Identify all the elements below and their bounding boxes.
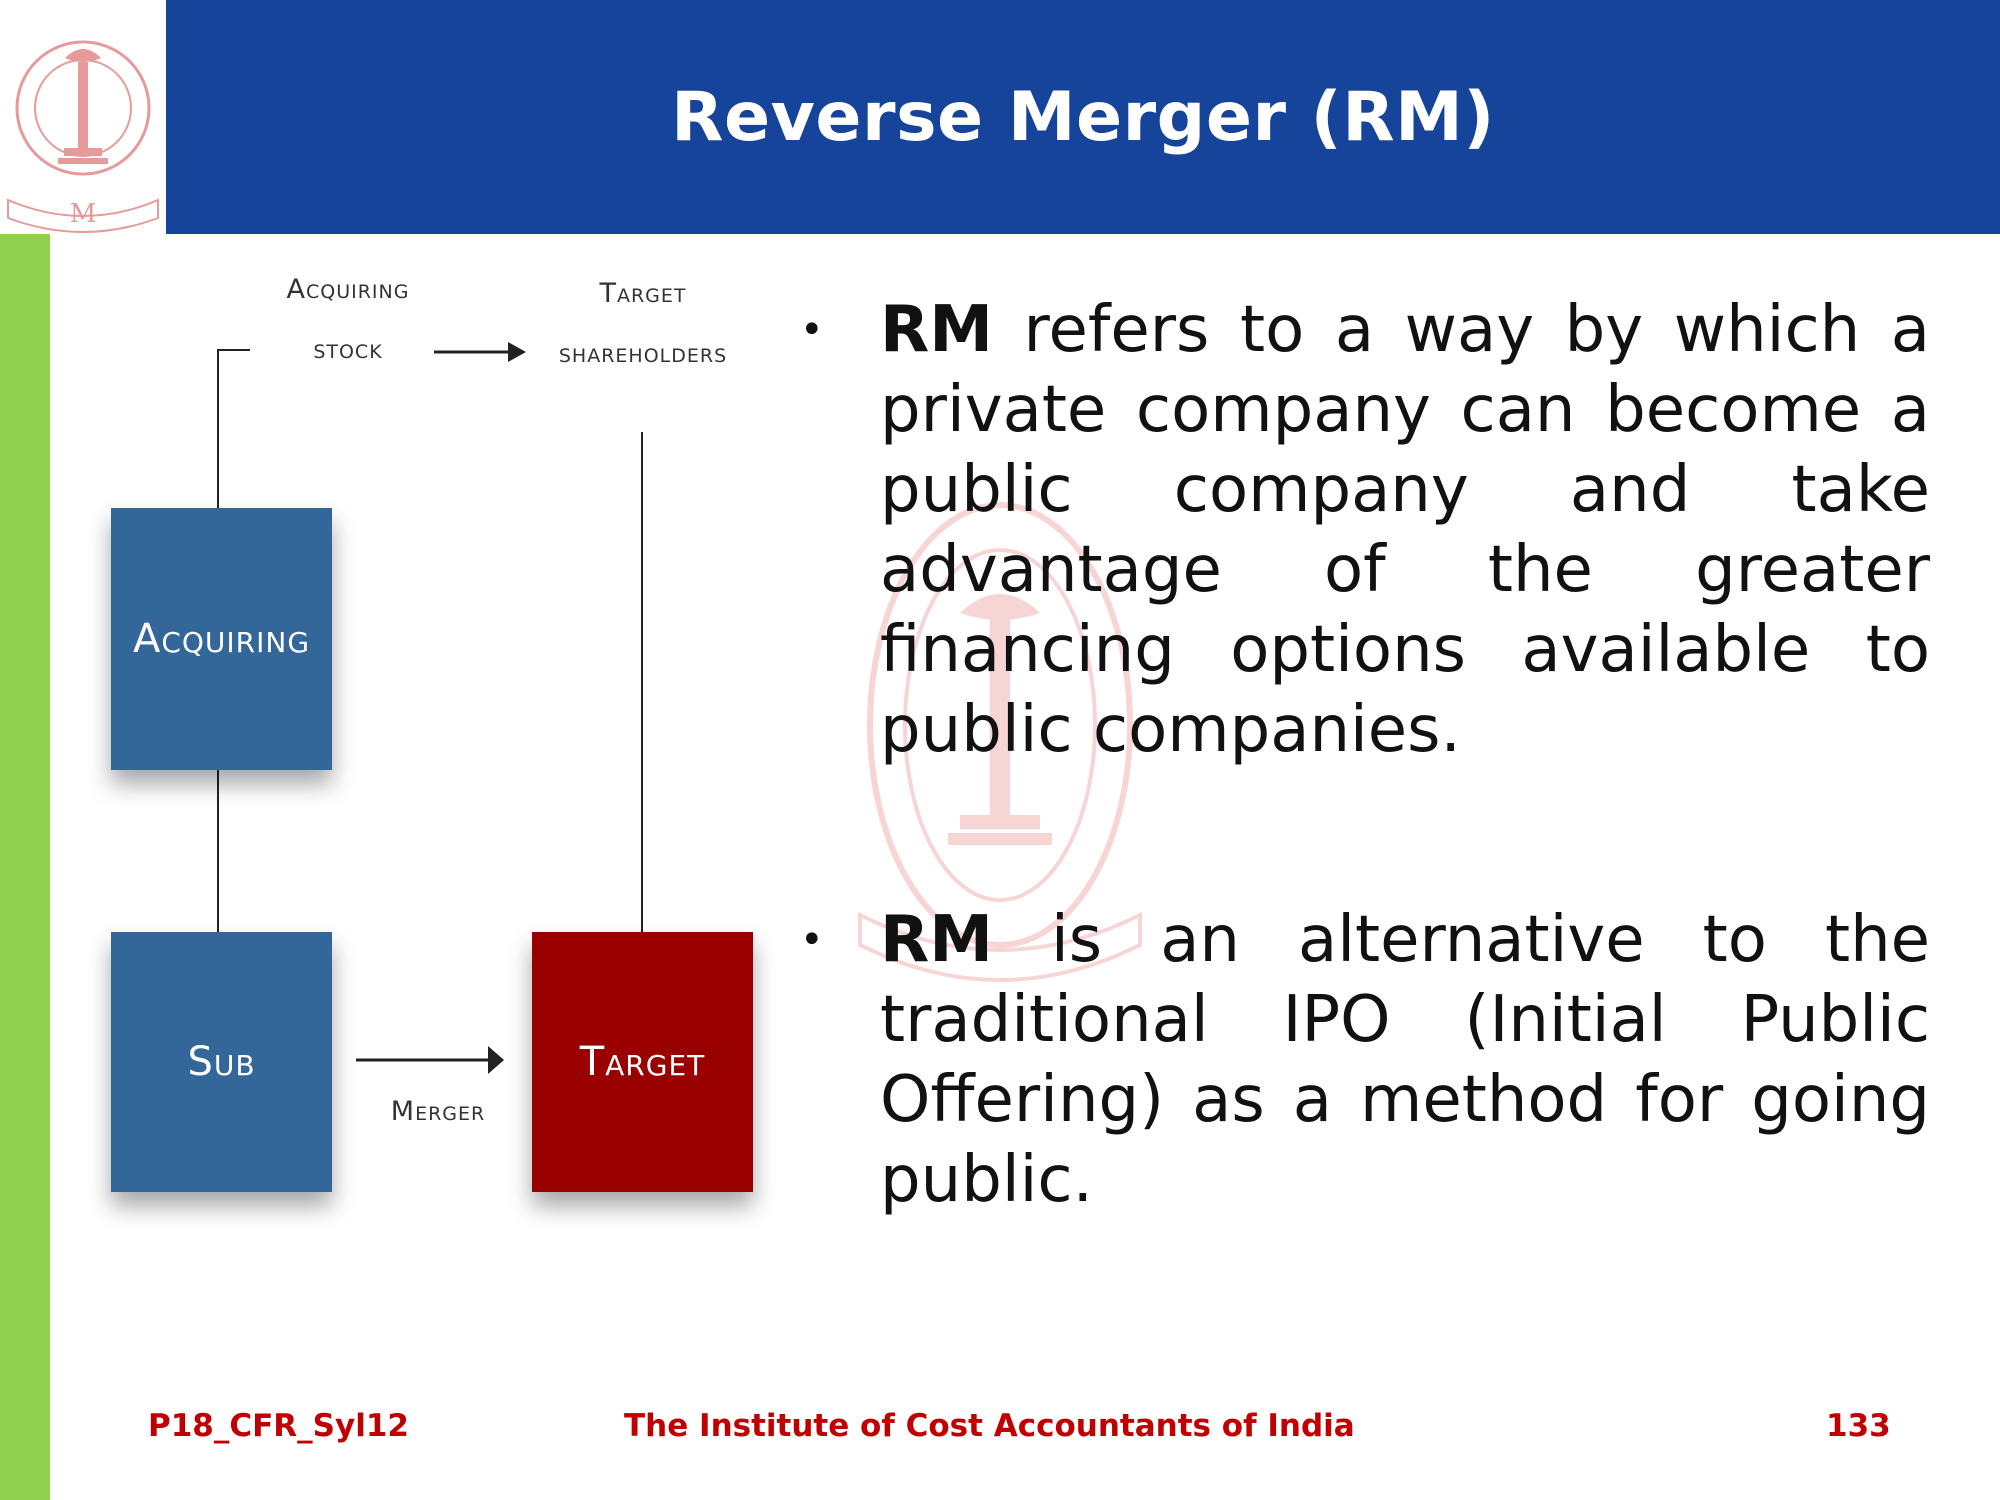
target-box: Target bbox=[532, 932, 753, 1192]
logo-area bbox=[0, 0, 166, 234]
bullet-text: RM is an alternative to the traditional IPO (Initial Public Offering) as a method for going public. bbox=[880, 903, 1930, 1217]
page-number: 133 bbox=[1826, 1408, 1891, 1444]
bullet-item bbox=[800, 900, 1930, 1220]
merger-label: Merger bbox=[390, 1096, 486, 1127]
side-stripe bbox=[0, 234, 50, 1500]
svg-text:M: M bbox=[69, 199, 97, 229]
slide-title: Reverse Merger (RM) bbox=[671, 77, 1495, 157]
footer-institute: The Institute of Cost Accountants of India bbox=[624, 1408, 1355, 1444]
bullet-item bbox=[800, 290, 1930, 770]
acquiring-box: Acquiring bbox=[111, 508, 332, 770]
bullet-list bbox=[800, 290, 1930, 1220]
acquiring-stock-label: Acquiring stock bbox=[286, 274, 410, 365]
footer-code: P18_CFR_Syl12 bbox=[148, 1408, 409, 1444]
sub-box: Sub bbox=[111, 932, 332, 1192]
bullet-dot: • bbox=[800, 307, 824, 353]
institute-emblem bbox=[0, 0, 166, 234]
title-bar bbox=[166, 0, 2000, 234]
reverse-merger-diagram bbox=[50, 260, 770, 1240]
target-shareholders-label: Target shareholders bbox=[558, 278, 728, 369]
bullet-dot: • bbox=[800, 917, 824, 963]
bullet-text: RM refers to a way by which a private company can become a public company and take advantage of the greater financing options available to public companies. bbox=[880, 293, 1930, 767]
